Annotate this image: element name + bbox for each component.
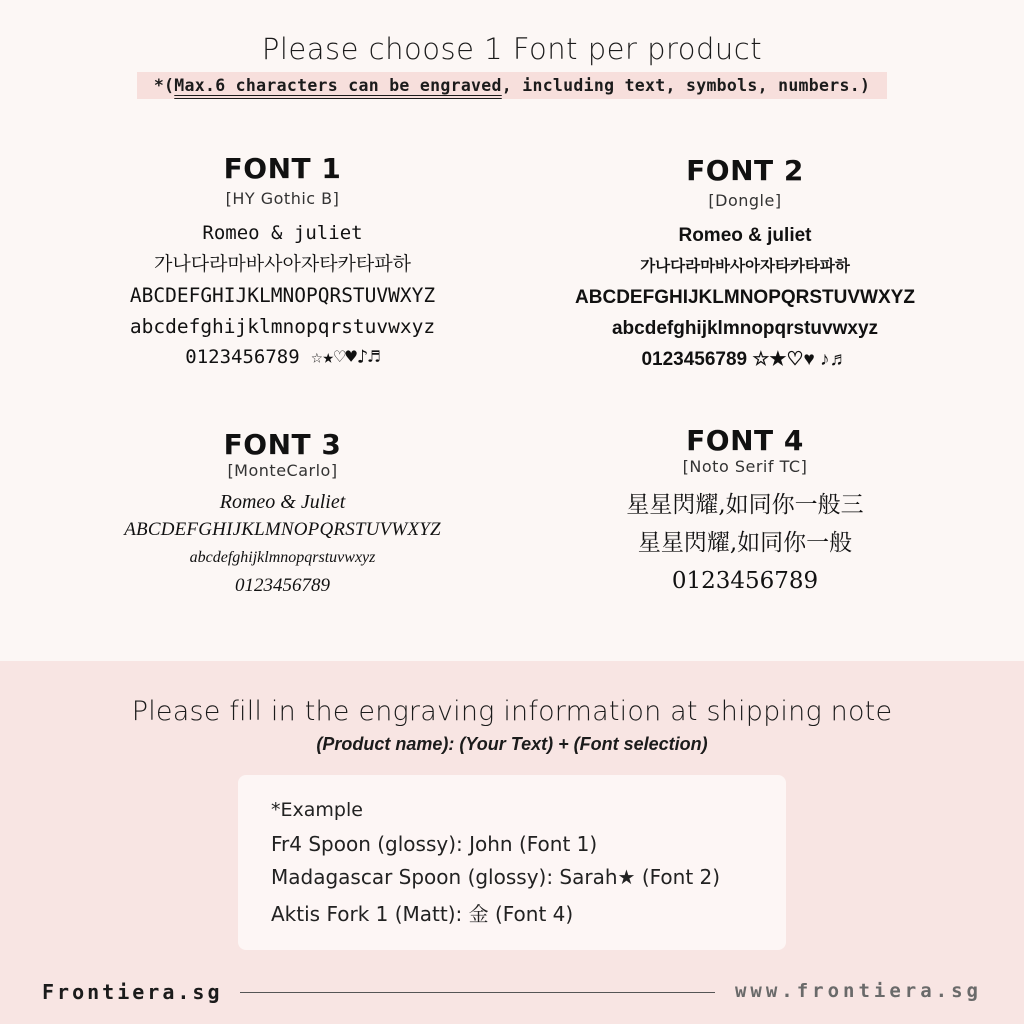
note-prefix: *( (153, 76, 175, 95)
note-rest: , including text, symbols, numbers.) (501, 76, 871, 95)
font-title: FONT 1 (223, 152, 342, 185)
font-title: FONT 3 (223, 428, 342, 461)
font-sample: Romeo & juliet (202, 222, 363, 244)
example-box (238, 775, 786, 950)
font-title: FONT 4 (686, 424, 804, 457)
font-sample: 가나다라마바사아자타카타파하 (154, 253, 411, 275)
instructions-title: Please fill in the engraving information at shipping note (131, 696, 893, 727)
font-name: [Noto Serif TC] (682, 457, 808, 476)
font-title: FONT 2 (686, 154, 804, 187)
example-line: Aktis Fork 1 (Matt): 金 (Font 4) (271, 902, 574, 926)
instructions-format: (Product name): (Your Text) + (Font selection) (316, 734, 708, 754)
character-limit-note (137, 72, 887, 99)
font-sample: ABCDEFGHIJKLMNOPQRSTUVWXYZ (124, 519, 441, 540)
font-3-card (40, 428, 525, 600)
font-sample: abcdefghijklmnopqrstuvwxyz (611, 318, 879, 339)
font-2-card (540, 154, 950, 375)
font-sample: ABCDEFGHIJKLMNOPQRSTUVWXYZ (575, 287, 915, 308)
font-name: [Dongle] (708, 191, 782, 210)
font-name: [MonteCarlo] (227, 461, 338, 480)
font-sample: abcdefghijklmnopqrstuvwxyz (129, 315, 436, 338)
font-sample: 0123456789 (235, 575, 330, 596)
font-sample: 0123456789 (671, 568, 819, 594)
example-line: Madagascar Spoon (glossy): Sarah★ (Font 2) (271, 865, 721, 889)
font-sample: 星星閃耀,如同你一般 (637, 530, 853, 556)
font-sample: abcdefghijklmnopqrstuvwxyz (189, 549, 376, 566)
website-link[interactable]: www.frontiera.sg (734, 980, 982, 1002)
font-sample: 가나다라마바사아자타카타파하 (640, 258, 850, 275)
font-sample: Romeo & juliet (678, 225, 812, 246)
font-sample: ABCDEFGHIJKLMNOPQRSTUVWXYZ (129, 284, 436, 307)
page-title: Please choose 1 Font per product (261, 32, 763, 66)
font-sample: 0123456789 ☆★♡♥ ♪♬ (641, 349, 849, 370)
example-label: *Example (271, 799, 363, 821)
note-underlined: Max.6 characters can be engraved (174, 76, 502, 95)
brand-name: Frontiera.sg (42, 980, 223, 1004)
font-sample: 星星閃耀,如同你一般三 (626, 492, 864, 518)
footer-divider (240, 992, 715, 993)
font-sample: Romeo & Juliet (219, 491, 346, 513)
font-1-card (60, 152, 505, 373)
example-line: Fr4 Spoon (glossy): John (Font 1) (271, 832, 598, 856)
font-4-card (560, 424, 930, 600)
font-name: [HY Gothic B] (225, 189, 340, 208)
font-sample: 0123456789 ☆★♡♥♪♬ (185, 346, 380, 368)
